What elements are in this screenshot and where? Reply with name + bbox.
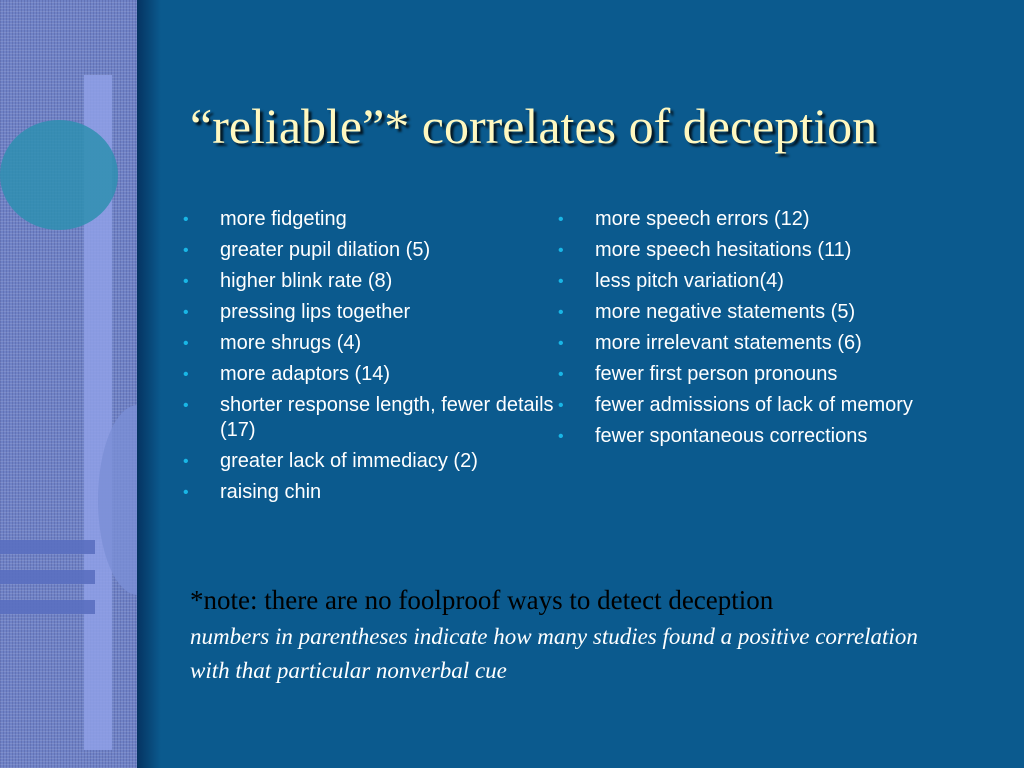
list-item: [183, 480, 555, 505]
bullet-icon: •: [183, 211, 189, 228]
bullet-icon: •: [183, 304, 189, 321]
side-panel-shadow: [137, 0, 161, 768]
list-item: [558, 300, 988, 325]
list-item-text: greater lack of immediacy (2): [220, 450, 478, 472]
bullet-icon: •: [183, 484, 189, 501]
list-item: [183, 207, 555, 232]
list-item: [558, 269, 988, 294]
list-item-text: higher blink rate (8): [220, 270, 393, 292]
bullet-icon: •: [558, 397, 564, 414]
decorative-stripe: [0, 570, 95, 584]
slide-title: “reliable”* correlates of deception: [190, 98, 878, 154]
left-bullet-list: [183, 207, 555, 511]
bullet-icon: •: [183, 273, 189, 290]
list-item-text: more irrelevant statements (6): [595, 332, 862, 354]
list-item: [183, 269, 555, 294]
footnote: *note: there are no foolproof ways to detect deception: [190, 585, 774, 615]
bullet-icon: •: [183, 366, 189, 383]
list-item-text: more adaptors (14): [220, 363, 391, 385]
list-item: [558, 424, 988, 449]
bullet-icon: •: [558, 242, 564, 259]
list-item: [558, 331, 988, 356]
list-item-text: more fidgeting: [220, 208, 347, 230]
bullet-icon: •: [558, 428, 564, 445]
bullet-icon: •: [558, 304, 564, 321]
list-item: [558, 362, 988, 387]
bullet-icon: •: [558, 211, 564, 228]
list-item: [183, 331, 555, 356]
list-item-text: less pitch variation(4): [595, 270, 784, 292]
explanation-text: numbers in parentheses indicate how many studies found a positive correlation with that particular nonverbal cue: [190, 624, 918, 683]
list-item-text: fewer spontaneous corrections: [595, 425, 868, 447]
list-item-text: fewer first person pronouns: [595, 363, 838, 385]
list-item-text: more shrugs (4): [220, 332, 362, 354]
list-item-text: fewer admissions of lack of memory: [595, 394, 913, 416]
list-item-text: raising chin: [220, 481, 322, 503]
bullet-icon: •: [183, 453, 189, 470]
decorative-side-panel: [0, 0, 137, 768]
list-item: [183, 393, 555, 443]
list-item-text: more negative statements (5): [595, 301, 856, 323]
list-item-text: pressing lips together: [220, 301, 411, 323]
list-item: [183, 238, 555, 263]
list-item: [558, 238, 988, 263]
list-item-text: more speech hesitations (11): [595, 239, 852, 261]
bullet-icon: •: [183, 242, 189, 259]
list-item-text: shorter response length, fewer details (17): [220, 394, 554, 441]
bullet-icon: •: [558, 335, 564, 352]
list-item: [183, 300, 555, 325]
list-item-text: more speech errors (12): [595, 208, 810, 230]
right-bullet-list: [558, 207, 988, 455]
list-item-text: greater pupil dilation (5): [220, 239, 431, 261]
list-item: [558, 207, 988, 232]
decorative-stripe: [0, 600, 95, 614]
bullet-icon: •: [558, 273, 564, 290]
list-item: [558, 393, 988, 418]
list-item: [183, 449, 555, 474]
decorative-stripe: [0, 540, 95, 554]
decorative-circle: [0, 120, 118, 230]
bullet-icon: •: [183, 335, 189, 352]
list-item: [183, 362, 555, 387]
bullet-icon: •: [558, 366, 564, 383]
bullet-icon: •: [183, 397, 189, 414]
